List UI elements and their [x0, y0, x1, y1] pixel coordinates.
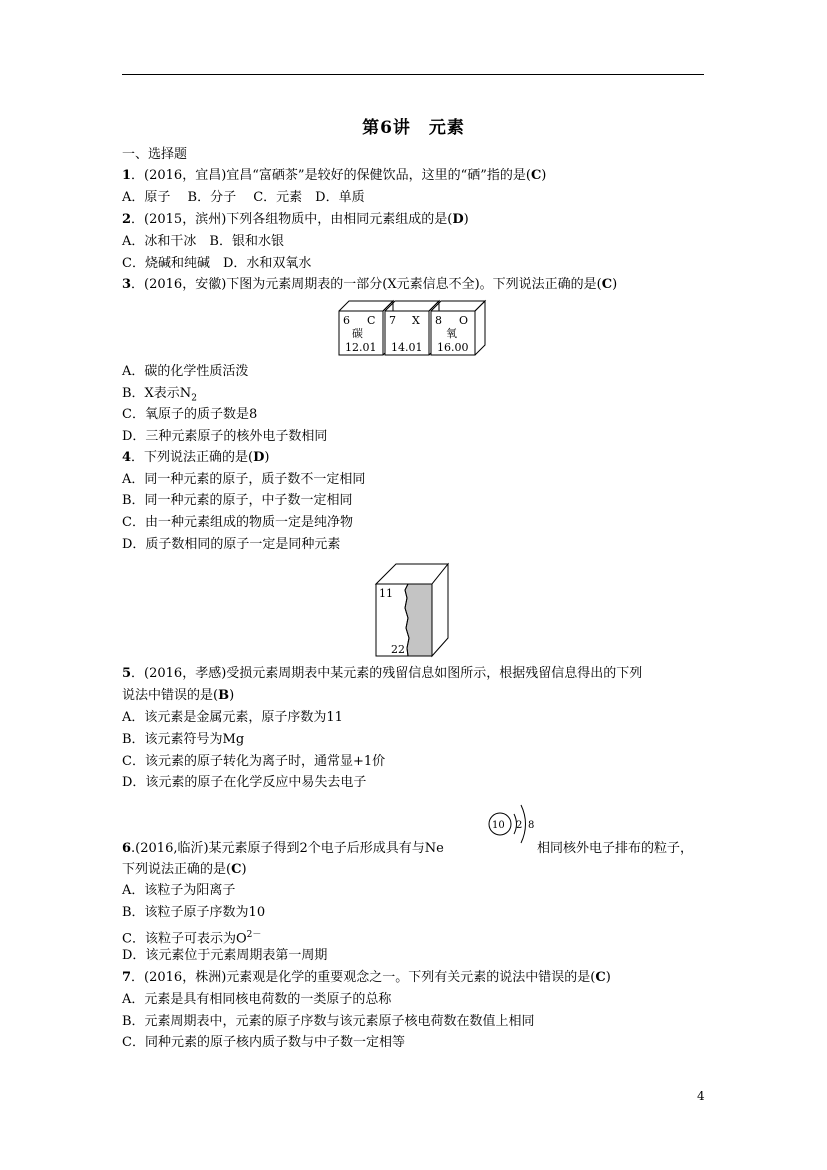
question-5: 5．(2016，孝感)受损元素周期表中某元素的残留信息如图所示，根据残留信息得出的下列	[122, 666, 643, 681]
cell-7-number: 7	[389, 314, 396, 327]
question-7-option-c: C．同种元素的原子核内质子数与中子数一定相等	[122, 1035, 405, 1050]
cell-8-mass: 16.00	[437, 341, 469, 354]
nucleus-charge: 10	[492, 820, 505, 831]
question-5-option-d: D．该元素的原子在化学反应中易失去电子	[122, 775, 367, 790]
cell-6-number: 6	[343, 314, 350, 327]
question-5-line-2: 说法中错误的是(B)	[122, 688, 235, 703]
question-3-option-d: D．三种元素原子的核外电子数相同	[122, 429, 328, 444]
question-7-option-a: A．元素是具有相同核电荷数的一类原子的总称	[122, 992, 392, 1007]
cell-6-mass: 12.01	[345, 341, 377, 354]
question-5-option-c: C．该元素的原子转化为离子时，通常显+1价	[122, 754, 386, 769]
question-1-options: A．原子 B．分子 C．元素 D．单质	[122, 190, 365, 205]
question-2-options-b: C．烧碱和纯碱 D．水和双氧水	[122, 256, 312, 271]
cell-7-symbol: X	[412, 314, 420, 327]
question-6-continued: 相同核外电子排布的粒子，	[537, 841, 694, 856]
question-2-options-a: A．冰和干冰 B．银和水银	[122, 234, 284, 249]
question-4-option-a: A．同一种元素的原子，质子数不一定相同	[122, 472, 366, 487]
cell-6-name: 碳	[352, 327, 363, 340]
question-3-option-c: C．氧原子的质子数是8	[122, 407, 258, 422]
cell-8-symbol: O	[459, 314, 469, 327]
neon-atom-structure-diagram	[486, 794, 542, 852]
question-6-line-2: 下列说法正确的是(C)	[122, 862, 247, 877]
question-5-option-b: B．该元素符号为Mg	[122, 732, 245, 747]
question-6-option-c: C．该粒子可表示为$O^{2-}$	[122, 930, 262, 947]
question-3-option-a: A．碳的化学性质活泼	[122, 364, 249, 379]
cell-7-mass: 14.01	[391, 341, 423, 354]
question-6: 6.(2016,临沂)某元素原子得到2个电子后形成具有与Ne	[122, 841, 444, 856]
shell-2-electrons: 8	[528, 820, 535, 831]
answer-7: C	[595, 970, 606, 985]
shell-1-electrons: 2	[516, 820, 523, 831]
answer-6: C	[231, 862, 242, 877]
question-4-option-b: B．同一种元素的原子，中子数一定相同	[122, 493, 353, 508]
element-mass-fragment: 22	[391, 643, 405, 656]
header-rule	[122, 74, 704, 75]
section-heading: 一、选择题	[122, 147, 188, 162]
question-5-option-a: A．该元素是金属元素，原子序数为11	[122, 710, 343, 725]
answer-1: C	[530, 168, 542, 183]
question-4-option-d: D．质子数相同的原子一定是同种元素	[122, 537, 341, 552]
periodic-table-figure	[337, 297, 493, 359]
cell-6-symbol: C	[367, 314, 376, 327]
question-6-option-a: A．该粒子为阳离子	[122, 883, 236, 898]
element-number-top: 11	[379, 587, 393, 600]
question-6-option-d: D．该元素位于元素周期表第一周期	[122, 948, 328, 963]
damaged-element-figure	[374, 562, 452, 658]
question-2: 2．(2015，滨州)下列各组物质中，由相同元素组成的是(D)	[122, 212, 469, 227]
page-title: 第6讲 元素	[362, 118, 465, 138]
question-4: 4．下列说法正确的是(D)	[122, 450, 270, 465]
cell-8-name: 氧	[446, 327, 457, 340]
answer-2: D	[452, 212, 464, 227]
question-7: 7．(2016，株洲)元素观是化学的重要观念之一。下列有关元素的说法中错误的是(C)	[122, 970, 611, 985]
page-number: 4	[697, 1089, 705, 1103]
question-3: 3．(2016，安徽)下图为元素周期表的一部分(X元素信息不全)。下列说法正确的是(C)	[122, 277, 618, 292]
answer-5: B	[218, 688, 230, 703]
answer-3: C	[601, 277, 613, 292]
answer-4: D	[253, 450, 265, 465]
question-3-option-b: B．X表示$N_2$	[122, 386, 197, 404]
cell-8-number: 8	[435, 314, 442, 327]
question-4-option-c: C．由一种元素组成的物质一定是纯净物	[122, 515, 353, 530]
question-1: 1．(2016，宜昌)宜昌“富硒茶”是较好的保健饮品，这里的“硒”指的是(C)	[122, 168, 547, 183]
question-7-option-b: B．元素周期表中，元素的原子序数与该元素原子核电荷数在数值上相同	[122, 1014, 535, 1029]
question-6-option-b: B．该粒子原子序数为10	[122, 905, 266, 920]
